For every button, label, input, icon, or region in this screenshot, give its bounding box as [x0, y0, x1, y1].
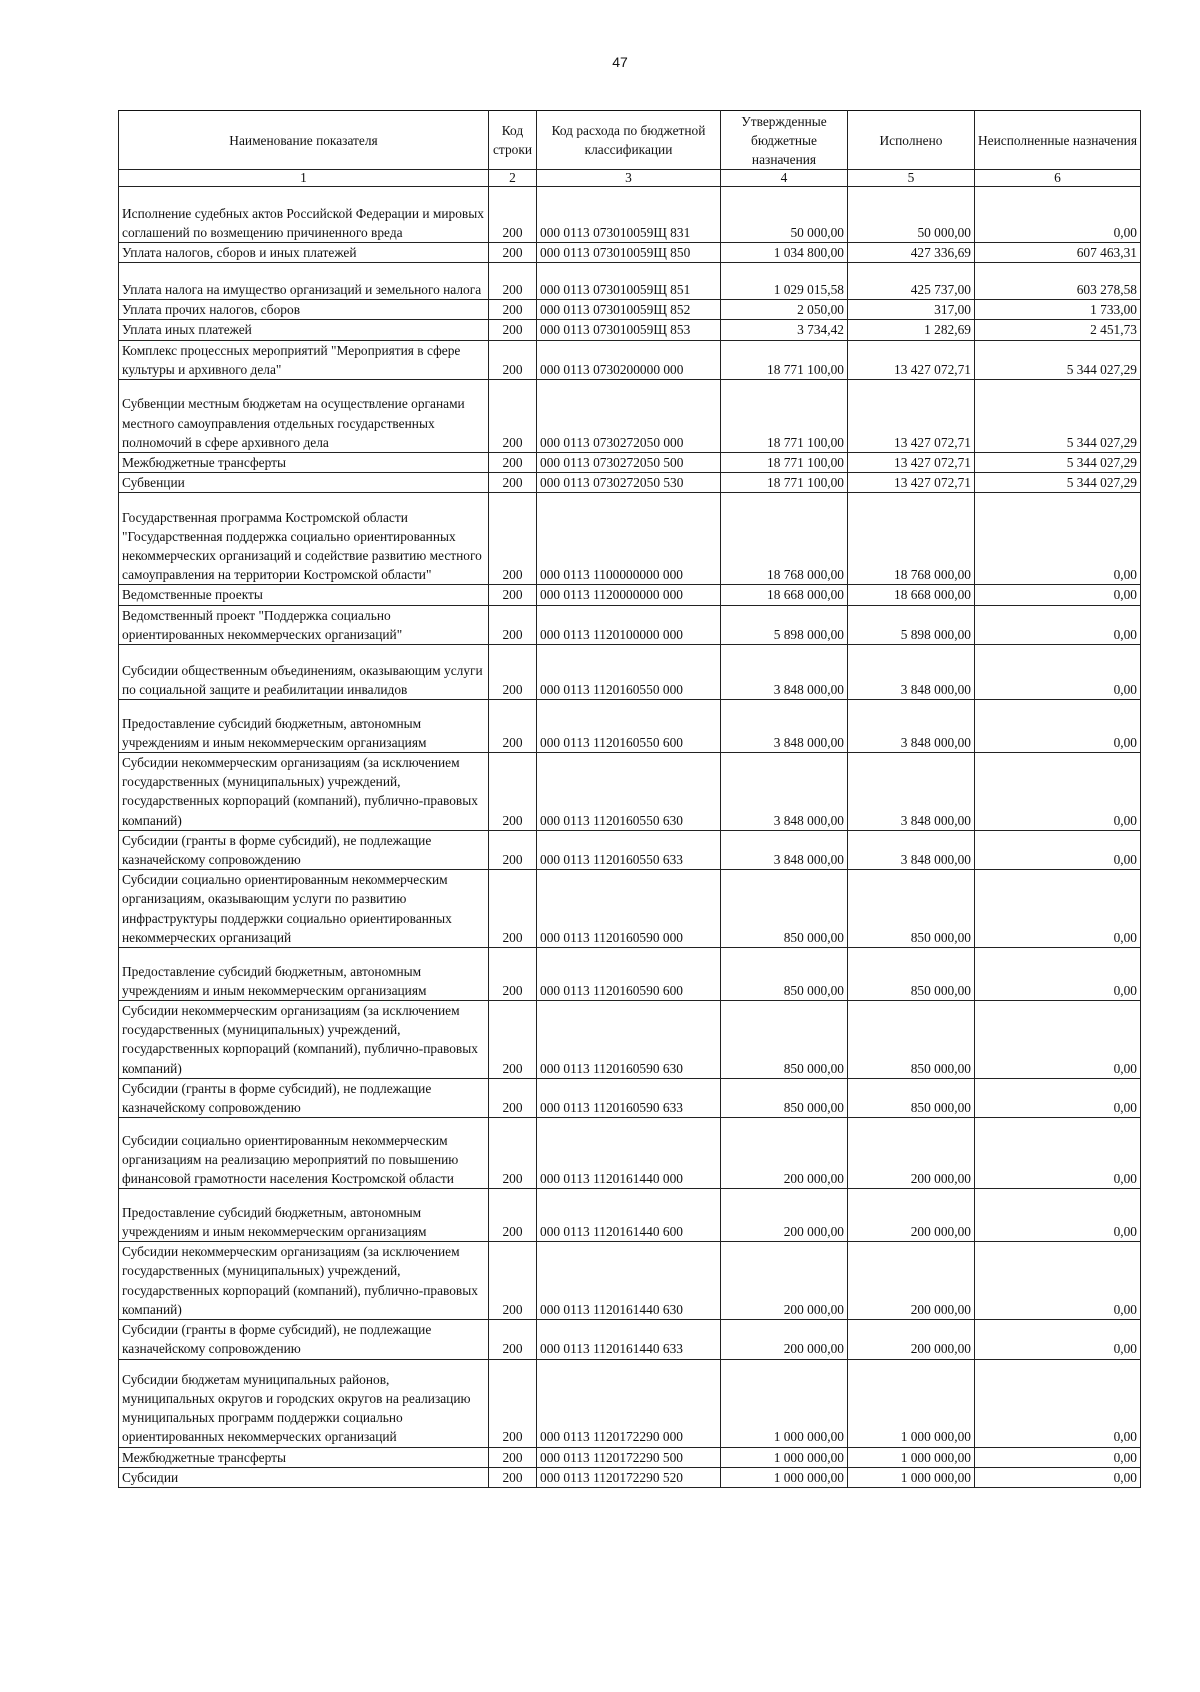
- row-executed-cell: 13 427 072,71: [848, 340, 975, 379]
- row-unexecuted-cell: 0,00: [975, 1001, 1141, 1079]
- table-row: [119, 187, 1141, 243]
- row-expense-code-cell: 000 0113 1120160590 600: [537, 948, 721, 1001]
- row-unexecuted-cell: 0,00: [975, 1359, 1141, 1447]
- row-unexecuted-cell: 0,00: [975, 1467, 1141, 1487]
- row-unexecuted-cell: 0,00: [975, 645, 1141, 700]
- row-expense-code-cell: 000 0113 1120161440 630: [537, 1242, 721, 1320]
- table-row: [119, 320, 1141, 340]
- row-unexecuted-cell: 0,00: [975, 948, 1141, 1001]
- row-expense-code-cell: 000 0113 073010059Щ 852: [537, 300, 721, 320]
- table-row: [119, 1359, 1141, 1447]
- row-unexecuted-cell: 607 463,31: [975, 243, 1141, 263]
- row-name-cell: Субсидии некоммерческим организациям (за исключением государственных (муниципальных) учреждений, государственных корпораций (компаний), публично-правовых компаний): [119, 1242, 489, 1320]
- column-number-row: [119, 170, 1141, 187]
- budget-execution-table: [118, 110, 1141, 1488]
- row-line-code-cell: 200: [489, 585, 537, 605]
- row-executed-cell: 3 848 000,00: [848, 753, 975, 831]
- row-executed-cell: 3 848 000,00: [848, 700, 975, 753]
- row-expense-code-cell: 000 0113 1120161440 600: [537, 1189, 721, 1242]
- row-name-cell: Субсидии (гранты в форме субсидий), не подлежащие казначейскому сопровождению: [119, 830, 489, 869]
- row-name-cell: Субсидии некоммерческим организациям (за исключением государственных (муниципальных) учреждений, государственных корпораций (компаний), публично-правовых компаний): [119, 1001, 489, 1079]
- row-unexecuted-cell: 603 278,58: [975, 263, 1141, 300]
- table-row: [119, 1078, 1141, 1117]
- row-unexecuted-cell: 0,00: [975, 870, 1141, 948]
- row-expense-code-cell: 000 0113 073010059Щ 851: [537, 263, 721, 300]
- row-approved-cell: 50 000,00: [721, 187, 848, 243]
- table-row: [119, 645, 1141, 700]
- row-approved-cell: 18 771 100,00: [721, 380, 848, 453]
- row-unexecuted-cell: 5 344 027,29: [975, 340, 1141, 379]
- row-approved-cell: 200 000,00: [721, 1189, 848, 1242]
- row-approved-cell: 1 000 000,00: [721, 1447, 848, 1467]
- row-executed-cell: 850 000,00: [848, 1078, 975, 1117]
- row-line-code-cell: 200: [489, 243, 537, 263]
- row-line-code-cell: 200: [489, 473, 537, 493]
- column-header-unexecuted: Неисполненные назначения: [975, 111, 1141, 170]
- row-approved-cell: 3 848 000,00: [721, 700, 848, 753]
- row-approved-cell: 200 000,00: [721, 1118, 848, 1189]
- row-line-code-cell: 200: [489, 948, 537, 1001]
- table-row: [119, 1467, 1141, 1487]
- row-unexecuted-cell: 0,00: [975, 700, 1141, 753]
- row-name-cell: Субсидии: [119, 1467, 489, 1487]
- row-line-code-cell: 200: [489, 320, 537, 340]
- row-name-cell: Ведомственные проекты: [119, 585, 489, 605]
- header-row: [119, 111, 1141, 170]
- row-expense-code-cell: 000 0113 1100000000 000: [537, 493, 721, 585]
- row-unexecuted-cell: 5 344 027,29: [975, 453, 1141, 473]
- row-executed-cell: 200 000,00: [848, 1189, 975, 1242]
- row-expense-code-cell: 000 0113 073010059Щ 850: [537, 243, 721, 263]
- table-row: [119, 380, 1141, 453]
- row-approved-cell: 3 734,42: [721, 320, 848, 340]
- row-executed-cell: 13 427 072,71: [848, 473, 975, 493]
- row-executed-cell: 50 000,00: [848, 187, 975, 243]
- row-expense-code-cell: 000 0113 1120160590 633: [537, 1078, 721, 1117]
- row-name-cell: Предоставление субсидий бюджетным, автономным учреждениям и иным некоммерческим организациям: [119, 1189, 489, 1242]
- row-name-cell: Государственная программа Костромской области "Государственная поддержка социально ориентированных некоммерческих организаций и содействие развитию местного самоуправления на территории Костромской области": [119, 493, 489, 585]
- row-approved-cell: 3 848 000,00: [721, 830, 848, 869]
- row-approved-cell: 5 898 000,00: [721, 605, 848, 644]
- row-name-cell: Субвенции местным бюджетам на осуществление органами местного самоуправления отдельных государственных полномочий в сфере архивного дела: [119, 380, 489, 453]
- row-expense-code-cell: 000 0113 1120160590 630: [537, 1001, 721, 1079]
- row-executed-cell: 3 848 000,00: [848, 645, 975, 700]
- row-expense-code-cell: 000 0113 0730272050 000: [537, 380, 721, 453]
- row-line-code-cell: 200: [489, 380, 537, 453]
- row-expense-code-cell: 000 0113 1120000000 000: [537, 585, 721, 605]
- column-header-name: Наименование показателя: [119, 111, 489, 170]
- table-row: [119, 340, 1141, 379]
- row-name-cell: Субсидии (гранты в форме субсидий), не подлежащие казначейскому сопровождению: [119, 1320, 489, 1359]
- row-line-code-cell: 200: [489, 645, 537, 700]
- row-unexecuted-cell: 5 344 027,29: [975, 380, 1141, 453]
- row-executed-cell: 1 282,69: [848, 320, 975, 340]
- row-unexecuted-cell: 0,00: [975, 1242, 1141, 1320]
- table-row: [119, 1447, 1141, 1467]
- table-row: [119, 1320, 1141, 1359]
- row-approved-cell: 850 000,00: [721, 1078, 848, 1117]
- row-line-code-cell: 200: [489, 1118, 537, 1189]
- row-executed-cell: 200 000,00: [848, 1118, 975, 1189]
- row-unexecuted-cell: 2 451,73: [975, 320, 1141, 340]
- row-name-cell: Субсидии некоммерческим организациям (за исключением государственных (муниципальных) учреждений, государственных корпораций (компаний), публично-правовых компаний): [119, 753, 489, 831]
- row-executed-cell: 850 000,00: [848, 948, 975, 1001]
- row-approved-cell: 850 000,00: [721, 870, 848, 948]
- row-executed-cell: 850 000,00: [848, 870, 975, 948]
- row-expense-code-cell: 000 0113 0730272050 500: [537, 453, 721, 473]
- row-unexecuted-cell: 0,00: [975, 753, 1141, 831]
- row-expense-code-cell: 000 0113 1120172290 000: [537, 1359, 721, 1447]
- table-row: [119, 1001, 1141, 1079]
- row-executed-cell: 3 848 000,00: [848, 830, 975, 869]
- row-unexecuted-cell: 0,00: [975, 1189, 1141, 1242]
- row-expense-code-cell: 000 0113 1120161440 633: [537, 1320, 721, 1359]
- row-approved-cell: 18 771 100,00: [721, 340, 848, 379]
- table-row: [119, 300, 1141, 320]
- row-name-cell: Уплата налога на имущество организаций и земельного налога: [119, 263, 489, 300]
- row-name-cell: Уплата прочих налогов, сборов: [119, 300, 489, 320]
- row-executed-cell: 200 000,00: [848, 1320, 975, 1359]
- row-name-cell: Комплекс процессных мероприятий "Мероприятия в сфере культуры и архивного дела": [119, 340, 489, 379]
- row-unexecuted-cell: 0,00: [975, 187, 1141, 243]
- row-approved-cell: 3 848 000,00: [721, 645, 848, 700]
- row-expense-code-cell: 000 0113 1120161440 000: [537, 1118, 721, 1189]
- row-approved-cell: 1 034 800,00: [721, 243, 848, 263]
- row-executed-cell: 1 000 000,00: [848, 1467, 975, 1487]
- row-executed-cell: 18 668 000,00: [848, 585, 975, 605]
- row-line-code-cell: 200: [489, 1320, 537, 1359]
- row-line-code-cell: 200: [489, 1467, 537, 1487]
- table-row: [119, 585, 1141, 605]
- row-expense-code-cell: 000 0113 0730200000 000: [537, 340, 721, 379]
- table-row: [119, 243, 1141, 263]
- row-unexecuted-cell: 0,00: [975, 1447, 1141, 1467]
- row-line-code-cell: 200: [489, 753, 537, 831]
- row-line-code-cell: 200: [489, 1242, 537, 1320]
- row-unexecuted-cell: 0,00: [975, 493, 1141, 585]
- row-line-code-cell: 200: [489, 263, 537, 300]
- row-line-code-cell: 200: [489, 1189, 537, 1242]
- row-executed-cell: 317,00: [848, 300, 975, 320]
- row-approved-cell: 850 000,00: [721, 1001, 848, 1079]
- row-expense-code-cell: 000 0113 1120172290 520: [537, 1467, 721, 1487]
- column-number: 2: [489, 170, 537, 187]
- row-approved-cell: 18 668 000,00: [721, 585, 848, 605]
- row-line-code-cell: 200: [489, 605, 537, 644]
- row-approved-cell: 3 848 000,00: [721, 753, 848, 831]
- row-executed-cell: 1 000 000,00: [848, 1447, 975, 1467]
- row-name-cell: Уплата налогов, сборов и иных платежей: [119, 243, 489, 263]
- row-unexecuted-cell: 0,00: [975, 1078, 1141, 1117]
- row-expense-code-cell: 000 0113 1120160590 000: [537, 870, 721, 948]
- row-expense-code-cell: 000 0113 1120172290 500: [537, 1447, 721, 1467]
- row-line-code-cell: 200: [489, 493, 537, 585]
- row-line-code-cell: 200: [489, 187, 537, 243]
- row-name-cell: Исполнение судебных актов Российской Федерации и мировых соглашений по возмещению причиненного вреда: [119, 187, 489, 243]
- row-executed-cell: 13 427 072,71: [848, 453, 975, 473]
- row-name-cell: Субсидии социально ориентированным некоммерческим организациям, оказывающим услуги по развитию инфраструктуры поддержки социально ориентированных некоммерческих организаций: [119, 870, 489, 948]
- column-number: 4: [721, 170, 848, 187]
- row-name-cell: Субсидии (гранты в форме субсидий), не подлежащие казначейскому сопровождению: [119, 1078, 489, 1117]
- table-row: [119, 263, 1141, 300]
- row-line-code-cell: 200: [489, 340, 537, 379]
- row-expense-code-cell: 000 0113 1120100000 000: [537, 605, 721, 644]
- row-expense-code-cell: 000 0113 0730272050 530: [537, 473, 721, 493]
- row-expense-code-cell: 000 0113 073010059Щ 831: [537, 187, 721, 243]
- table-row: [119, 830, 1141, 869]
- row-approved-cell: 200 000,00: [721, 1320, 848, 1359]
- table-body: [119, 187, 1141, 1488]
- row-name-cell: Уплата иных платежей: [119, 320, 489, 340]
- row-unexecuted-cell: 0,00: [975, 1320, 1141, 1359]
- row-line-code-cell: 200: [489, 1078, 537, 1117]
- row-executed-cell: 18 768 000,00: [848, 493, 975, 585]
- column-number: 1: [119, 170, 489, 187]
- table-row: [119, 1242, 1141, 1320]
- row-approved-cell: 18 771 100,00: [721, 473, 848, 493]
- row-line-code-cell: 200: [489, 1001, 537, 1079]
- row-unexecuted-cell: 1 733,00: [975, 300, 1141, 320]
- table-row: [119, 753, 1141, 831]
- row-executed-cell: 200 000,00: [848, 1242, 975, 1320]
- table-row: [119, 473, 1141, 493]
- table-row: [119, 948, 1141, 1001]
- row-executed-cell: 5 898 000,00: [848, 605, 975, 644]
- row-expense-code-cell: 000 0113 073010059Щ 853: [537, 320, 721, 340]
- page-number: 47: [612, 54, 628, 70]
- row-line-code-cell: 200: [489, 1447, 537, 1467]
- column-header-expense-code: Код расхода по бюджетной классификации: [537, 111, 721, 170]
- row-approved-cell: 850 000,00: [721, 948, 848, 1001]
- row-expense-code-cell: 000 0113 1120160550 000: [537, 645, 721, 700]
- column-header-line-code: Код строки: [489, 111, 537, 170]
- row-name-cell: Субсидии социально ориентированным некоммерческим организациям на реализацию мероприятий по повышению финансовой грамотности населения Костромской области: [119, 1118, 489, 1189]
- row-name-cell: Субвенции: [119, 473, 489, 493]
- row-name-cell: Межбюджетные трансферты: [119, 1447, 489, 1467]
- row-approved-cell: 1 029 015,58: [721, 263, 848, 300]
- row-expense-code-cell: 000 0113 1120160550 630: [537, 753, 721, 831]
- row-unexecuted-cell: 0,00: [975, 585, 1141, 605]
- row-expense-code-cell: 000 0113 1120160550 633: [537, 830, 721, 869]
- row-approved-cell: 18 771 100,00: [721, 453, 848, 473]
- row-unexecuted-cell: 0,00: [975, 1118, 1141, 1189]
- row-line-code-cell: 200: [489, 300, 537, 320]
- table-row: [119, 1189, 1141, 1242]
- row-executed-cell: 850 000,00: [848, 1001, 975, 1079]
- row-line-code-cell: 200: [489, 700, 537, 753]
- column-number: 6: [975, 170, 1141, 187]
- row-approved-cell: 2 050,00: [721, 300, 848, 320]
- row-approved-cell: 1 000 000,00: [721, 1359, 848, 1447]
- column-header-approved: Утвержденные бюджетные назначения: [721, 111, 848, 170]
- row-unexecuted-cell: 0,00: [975, 605, 1141, 644]
- row-executed-cell: 427 336,69: [848, 243, 975, 263]
- table-row: [119, 870, 1141, 948]
- row-approved-cell: 200 000,00: [721, 1242, 848, 1320]
- row-name-cell: Субсидии общественным объединениям, оказывающим услуги по социальной защите и реабилитации инвалидов: [119, 645, 489, 700]
- column-number: 5: [848, 170, 975, 187]
- row-approved-cell: 18 768 000,00: [721, 493, 848, 585]
- row-unexecuted-cell: 5 344 027,29: [975, 473, 1141, 493]
- row-executed-cell: 425 737,00: [848, 263, 975, 300]
- row-expense-code-cell: 000 0113 1120160550 600: [537, 700, 721, 753]
- row-name-cell: Предоставление субсидий бюджетным, автономным учреждениям и иным некоммерческим организациям: [119, 700, 489, 753]
- row-approved-cell: 1 000 000,00: [721, 1467, 848, 1487]
- table-row: [119, 453, 1141, 473]
- row-line-code-cell: 200: [489, 830, 537, 869]
- row-executed-cell: 1 000 000,00: [848, 1359, 975, 1447]
- column-header-executed: Исполнено: [848, 111, 975, 170]
- table-row: [119, 1118, 1141, 1189]
- row-line-code-cell: 200: [489, 870, 537, 948]
- row-name-cell: Ведомственный проект "Поддержка социально ориентированных некоммерческих организаций": [119, 605, 489, 644]
- table-row: [119, 493, 1141, 585]
- row-executed-cell: 13 427 072,71: [848, 380, 975, 453]
- column-number: 3: [537, 170, 721, 187]
- row-unexecuted-cell: 0,00: [975, 830, 1141, 869]
- table-row: [119, 605, 1141, 644]
- row-line-code-cell: 200: [489, 453, 537, 473]
- row-name-cell: Межбюджетные трансферты: [119, 453, 489, 473]
- row-name-cell: Предоставление субсидий бюджетным, автономным учреждениям и иным некоммерческим организациям: [119, 948, 489, 1001]
- table-row: [119, 700, 1141, 753]
- row-line-code-cell: 200: [489, 1359, 537, 1447]
- row-name-cell: Субсидии бюджетам муниципальных районов, муниципальных округов и городских округов на реализацию муниципальных программ поддержки социально ориентированных некоммерческих организаций: [119, 1359, 489, 1447]
